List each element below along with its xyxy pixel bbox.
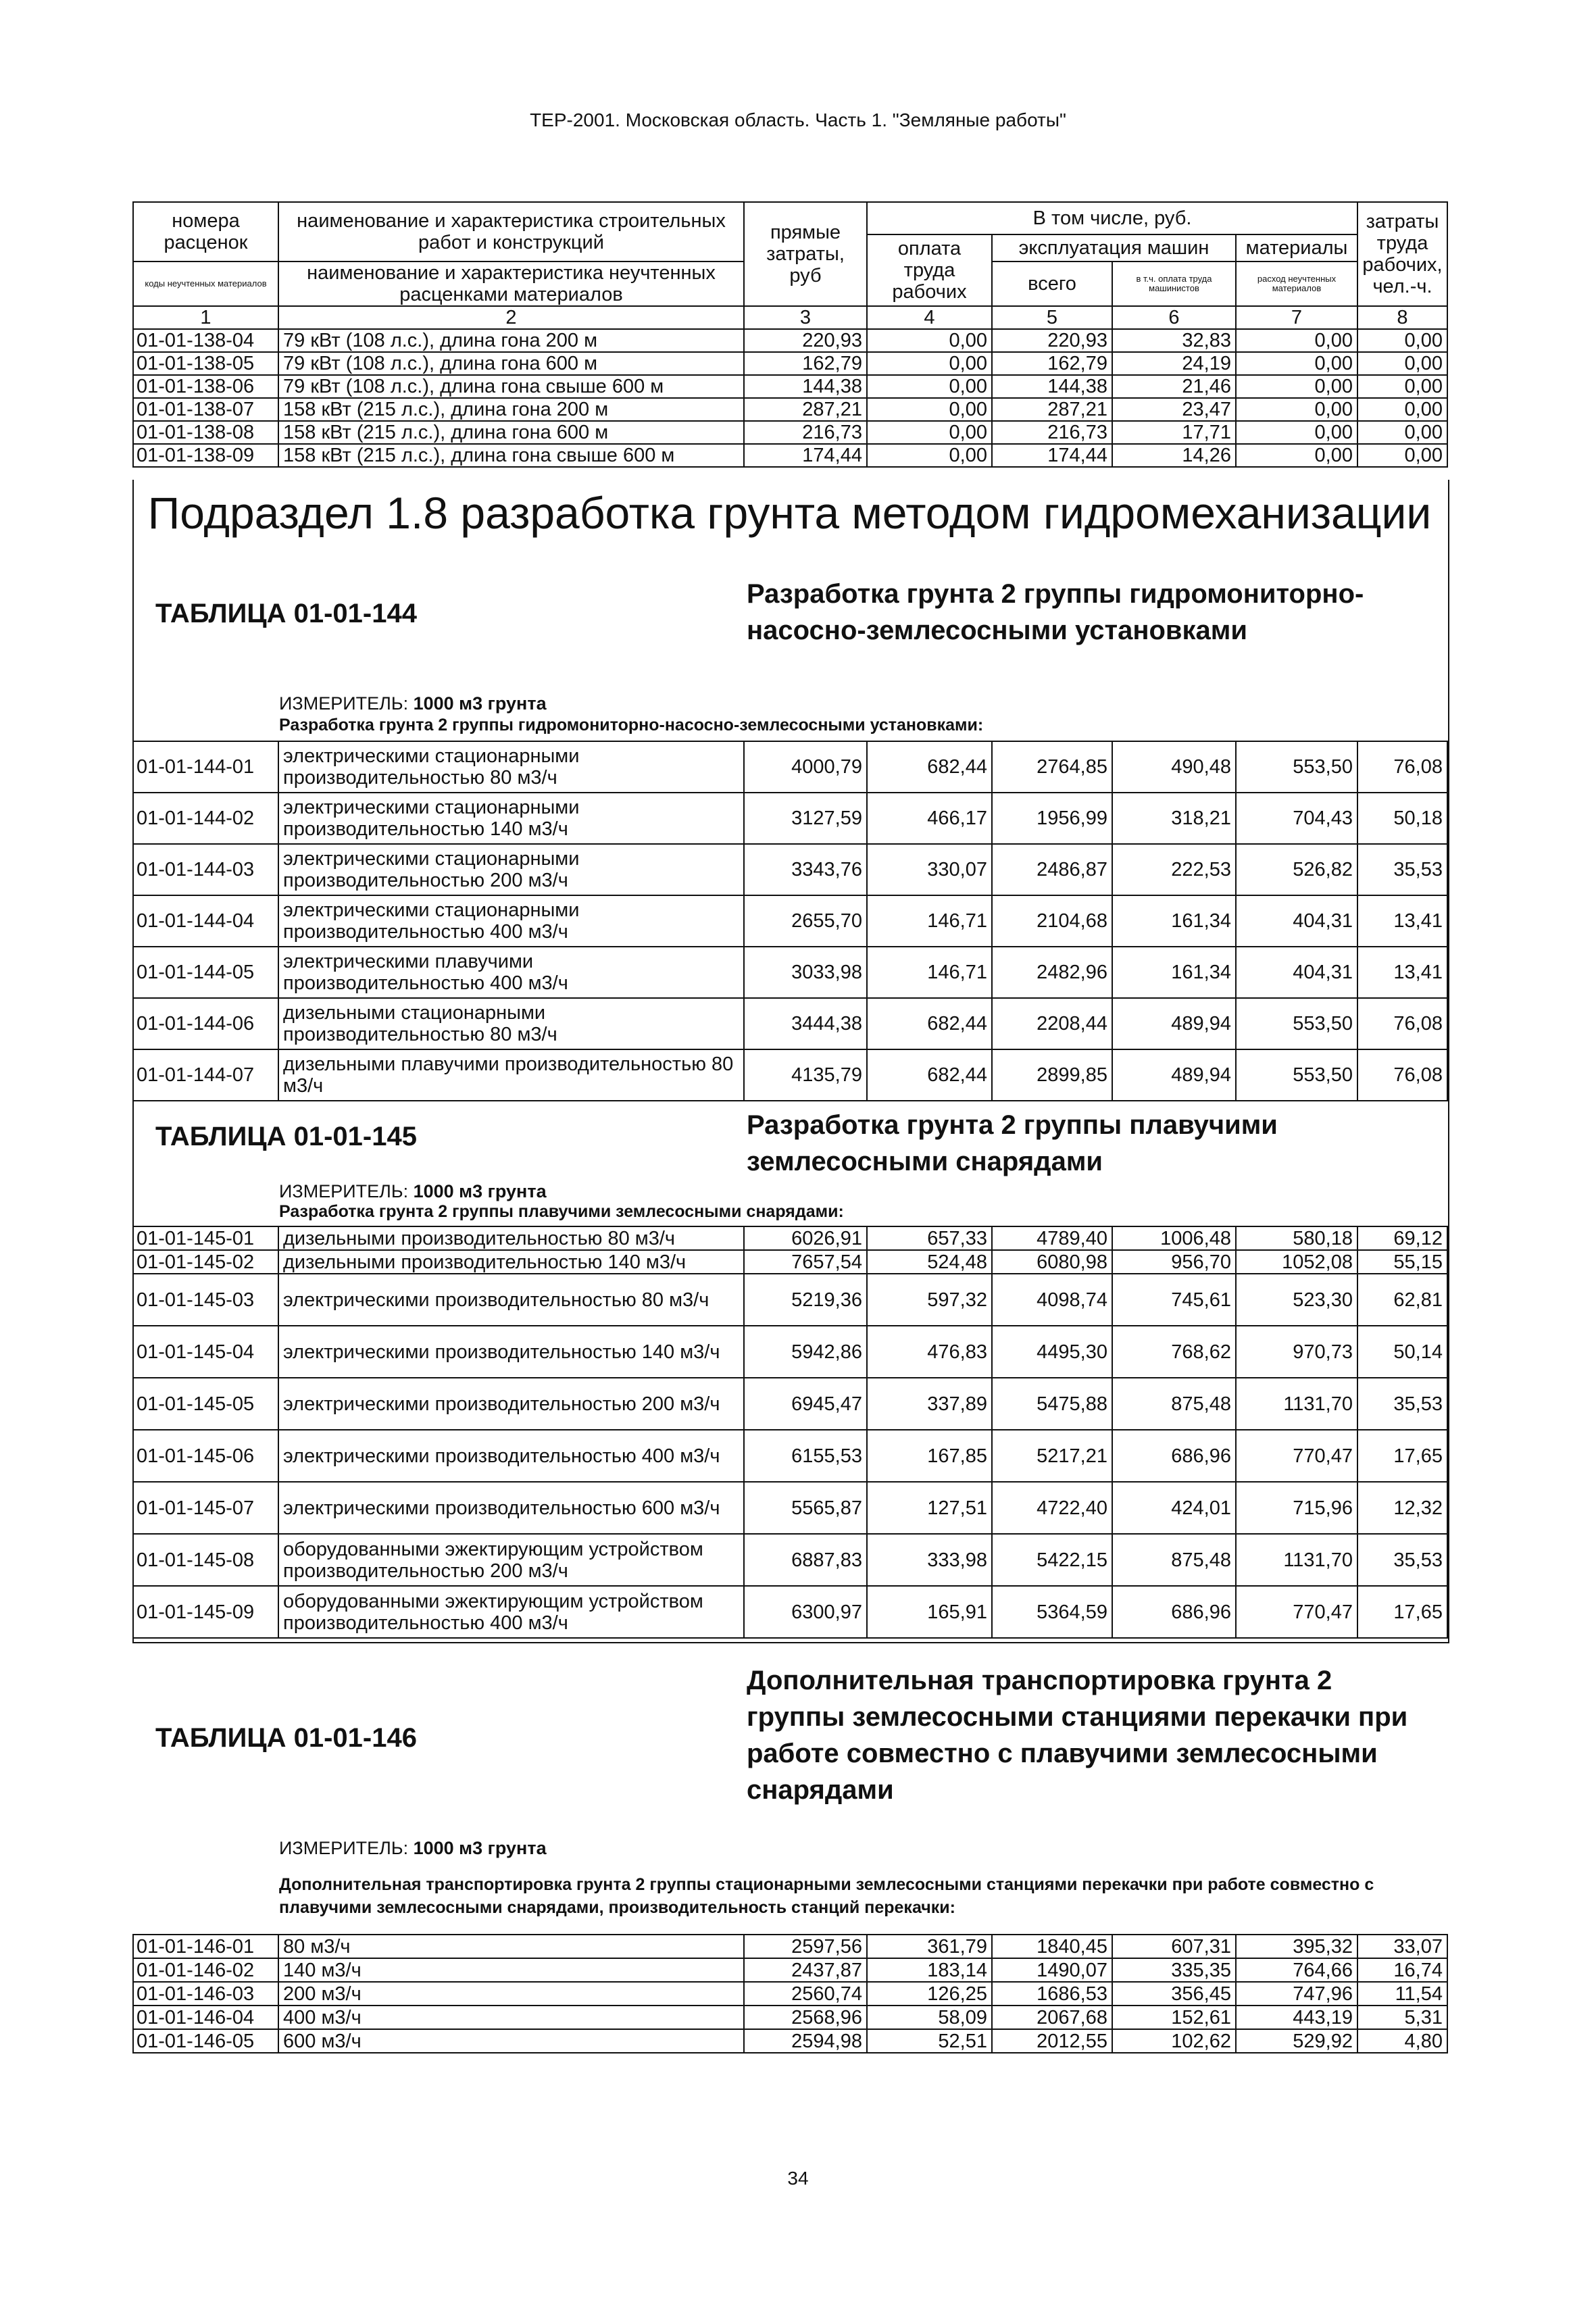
cell-materials: 0,00	[1236, 398, 1357, 421]
cell-labor: 597,32	[867, 1274, 992, 1326]
cell-materials: 404,31	[1236, 895, 1357, 947]
cell-operators: 686,96	[1112, 1586, 1236, 1638]
cell-code: 01-01-138-06	[133, 375, 278, 398]
cell-machines: 1840,45	[992, 1935, 1112, 1958]
table-row	[133, 1482, 1447, 1534]
cell-materials: 764,66	[1236, 1958, 1357, 1982]
col-number: 8	[1357, 306, 1447, 329]
cell-hours: 0,00	[1357, 421, 1447, 444]
table-row	[133, 421, 1447, 444]
cell-labor: 524,48	[867, 1250, 992, 1274]
table-row	[133, 1326, 1447, 1378]
cell-machines: 4495,30	[992, 1326, 1112, 1378]
cell-operators: 24,19	[1112, 352, 1236, 375]
cell-code: 01-01-146-01	[133, 1935, 278, 1958]
col-header-hours: затраты труда рабочих, чел.-ч.	[1357, 202, 1447, 306]
cell-code: 01-01-145-04	[133, 1326, 278, 1378]
cell-operators: 956,70	[1112, 1250, 1236, 1274]
cell-direct: 6026,91	[744, 1226, 867, 1250]
table-row	[133, 1982, 1447, 2006]
cell-materials: 580,18	[1236, 1226, 1357, 1250]
cell-operators: 424,01	[1112, 1482, 1236, 1534]
cell-labor: 330,07	[867, 844, 992, 895]
col-header-machines-group: эксплуатация машин	[992, 234, 1236, 262]
cell-name: электрическими стационарными производительностью 80 м3/ч	[278, 741, 744, 793]
cell-materials: 1131,70	[1236, 1534, 1357, 1586]
cell-materials: 404,31	[1236, 947, 1357, 998]
cell-machines: 2482,96	[992, 947, 1112, 998]
cell-direct: 2594,98	[744, 2029, 867, 2053]
cell-operators: 875,48	[1112, 1378, 1236, 1430]
cell-materials: 395,32	[1236, 1935, 1357, 1958]
cell-operators: 14,26	[1112, 444, 1236, 467]
cell-direct: 4135,79	[744, 1049, 867, 1101]
cell-operators: 489,94	[1112, 1049, 1236, 1101]
cell-operators: 745,61	[1112, 1274, 1236, 1326]
cell-materials: 553,50	[1236, 741, 1357, 793]
table-row	[133, 1586, 1447, 1638]
cell-code: 01-01-145-05	[133, 1378, 278, 1430]
cell-hours: 76,08	[1357, 998, 1447, 1049]
table-row	[133, 741, 1447, 793]
cell-labor: 146,71	[867, 947, 992, 998]
cell-code: 01-01-146-02	[133, 1958, 278, 1982]
cell-operators: 17,71	[1112, 421, 1236, 444]
cell-labor: 126,25	[867, 1982, 992, 2006]
cell-code: 01-01-146-04	[133, 2006, 278, 2029]
cell-labor: 146,71	[867, 895, 992, 947]
group-title-145: Разработка грунта 2 группы плавучими землесосными снарядами:	[279, 1202, 844, 1221]
cell-code: 01-01-144-03	[133, 844, 278, 895]
cell-name: электрическими стационарными производительностью 140 м3/ч	[278, 793, 744, 844]
cell-labor: 165,91	[867, 1586, 992, 1638]
meter-144: ИЗМЕРИТЕЛЬ: 1000 м3 грунта	[279, 693, 547, 714]
cell-machines: 6080,98	[992, 1250, 1112, 1274]
cell-hours: 17,65	[1357, 1430, 1447, 1482]
cell-direct: 5942,86	[744, 1326, 867, 1378]
cell-materials: 0,00	[1236, 375, 1357, 398]
cell-name: оборудованными эжектирующим устройством производительностью 400 м3/ч	[278, 1586, 744, 1638]
cell-name: 79 кВт (108 л.с.), длина гона 200 м	[278, 329, 744, 352]
col-number: 2	[278, 306, 744, 329]
cell-machines: 1686,53	[992, 1982, 1112, 2006]
cell-machines: 4098,74	[992, 1274, 1112, 1326]
table-label-146: ТАБЛИЦА 01-01-146	[155, 1723, 417, 1753]
cell-hours: 4,80	[1357, 2029, 1447, 2053]
cell-code: 01-01-145-01	[133, 1226, 278, 1250]
column-number-row	[133, 306, 1447, 329]
cell-code: 01-01-144-05	[133, 947, 278, 998]
table-title-144: Разработка грунта 2 группы гидромониторно-насосно-землесосными установками	[747, 579, 1364, 645]
cell-operators: 1006,48	[1112, 1226, 1236, 1250]
cell-code: 01-01-138-08	[133, 421, 278, 444]
cell-direct: 6887,83	[744, 1534, 867, 1586]
cell-direct: 6300,97	[744, 1586, 867, 1638]
cell-machines: 174,44	[992, 444, 1112, 467]
cell-hours: 11,54	[1357, 1982, 1447, 2006]
cell-labor: 127,51	[867, 1482, 992, 1534]
cell-materials: 553,50	[1236, 1049, 1357, 1101]
col-header-machines-total: всего	[992, 262, 1112, 306]
cell-hours: 0,00	[1357, 329, 1447, 352]
cell-hours: 13,41	[1357, 895, 1447, 947]
cell-labor: 52,51	[867, 2029, 992, 2053]
table-row	[133, 947, 1447, 998]
table-row	[133, 2006, 1447, 2029]
cell-name: 79 кВт (108 л.с.), длина гона свыше 600 м	[278, 375, 744, 398]
page-header: ТЕР-2001. Московская область. Часть 1. "Земляные работы"	[530, 109, 1066, 130]
col-number: 3	[744, 306, 867, 329]
cell-hours: 33,07	[1357, 1935, 1447, 1958]
cell-code: 01-01-138-07	[133, 398, 278, 421]
table-row	[133, 1378, 1447, 1430]
cell-operators: 490,48	[1112, 741, 1236, 793]
cell-machines: 5217,21	[992, 1430, 1112, 1482]
cell-direct: 2437,87	[744, 1958, 867, 1982]
cell-direct: 287,21	[744, 398, 867, 421]
cell-machines: 287,21	[992, 398, 1112, 421]
page-number: 34	[787, 2168, 809, 2189]
cell-name: оборудованными эжектирующим устройством производительностью 200 м3/ч	[278, 1534, 744, 1586]
cell-direct: 2568,96	[744, 2006, 867, 2029]
cell-machines: 1956,99	[992, 793, 1112, 844]
cell-labor: 183,14	[867, 1958, 992, 1982]
cell-labor: 0,00	[867, 398, 992, 421]
cell-name: электрическими производительностью 400 м3/ч	[278, 1430, 744, 1482]
cell-hours: 0,00	[1357, 375, 1447, 398]
cell-operators: 686,96	[1112, 1430, 1236, 1482]
cell-machines: 4722,40	[992, 1482, 1112, 1534]
cell-direct: 5565,87	[744, 1482, 867, 1534]
col-header-materials-extra: расход неучтенных материалов	[1236, 262, 1357, 306]
group-title-144: Разработка грунта 2 группы гидромониторно-насосно-землесосными установками:	[279, 716, 984, 735]
cell-machines: 162,79	[992, 352, 1112, 375]
cell-name: 140 м3/ч	[278, 1958, 744, 1982]
cell-code: 01-01-144-01	[133, 741, 278, 793]
cell-direct: 2560,74	[744, 1982, 867, 2006]
col-number: 1	[133, 306, 278, 329]
cell-hours: 50,18	[1357, 793, 1447, 844]
cell-machines: 2067,68	[992, 2006, 1112, 2029]
table-01-01-144	[132, 741, 1448, 1101]
cell-operators: 21,46	[1112, 375, 1236, 398]
cell-code: 01-01-144-06	[133, 998, 278, 1049]
cell-code: 01-01-146-03	[133, 1982, 278, 2006]
cell-direct: 3444,38	[744, 998, 867, 1049]
cell-hours: 76,08	[1357, 1049, 1447, 1101]
cell-hours: 55,15	[1357, 1250, 1447, 1274]
cell-machines: 216,73	[992, 421, 1112, 444]
cell-direct: 144,38	[744, 375, 867, 398]
meter-145: ИЗМЕРИТЕЛЬ: 1000 м3 грунта	[279, 1181, 547, 1201]
cell-operators: 768,62	[1112, 1326, 1236, 1378]
table-label-144: ТАБЛИЦА 01-01-144	[155, 599, 417, 628]
cell-direct: 2597,56	[744, 1935, 867, 1958]
cell-direct: 3127,59	[744, 793, 867, 844]
cell-labor: 0,00	[867, 329, 992, 352]
cell-machines: 144,38	[992, 375, 1112, 398]
cell-operators: 318,21	[1112, 793, 1236, 844]
col-header-materials-name: наименование и характеристика неучтенных расценками материалов	[278, 262, 744, 306]
cell-direct: 7657,54	[744, 1250, 867, 1274]
cell-hours: 35,53	[1357, 1378, 1447, 1430]
cell-labor: 0,00	[867, 375, 992, 398]
cell-name: 200 м3/ч	[278, 1982, 744, 2006]
cell-operators: 152,61	[1112, 2006, 1236, 2029]
cell-code: 01-01-138-04	[133, 329, 278, 352]
cell-hours: 0,00	[1357, 352, 1447, 375]
cell-direct: 2655,70	[744, 895, 867, 947]
table-row	[133, 1226, 1447, 1250]
table-01-01-138	[132, 201, 1448, 468]
cell-code: 01-01-145-02	[133, 1250, 278, 1274]
cell-hours: 0,00	[1357, 398, 1447, 421]
subsection-title: Подраздел 1.8 разработка грунта методом гидромеханизации	[147, 488, 1432, 538]
cell-code: 01-01-144-04	[133, 895, 278, 947]
cell-direct: 4000,79	[744, 741, 867, 793]
col-header-group: В том числе, руб.	[867, 202, 1357, 234]
cell-operators: 222,53	[1112, 844, 1236, 895]
cell-materials: 0,00	[1236, 352, 1357, 375]
cell-operators: 335,35	[1112, 1958, 1236, 1982]
cell-direct: 3343,76	[744, 844, 867, 895]
cell-name: электрическими плавучими производительностью 400 м3/ч	[278, 947, 744, 998]
cell-name: электрическими производительностью 600 м3/ч	[278, 1482, 744, 1534]
cell-code: 01-01-145-07	[133, 1482, 278, 1534]
cell-operators: 875,48	[1112, 1534, 1236, 1586]
cell-code: 01-01-145-08	[133, 1534, 278, 1586]
cell-hours: 35,53	[1357, 844, 1447, 895]
cell-labor: 0,00	[867, 421, 992, 444]
cell-machines: 5475,88	[992, 1378, 1112, 1430]
cell-direct: 174,44	[744, 444, 867, 467]
table-row	[133, 375, 1447, 398]
col-number: 4	[867, 306, 992, 329]
cell-code: 01-01-144-07	[133, 1049, 278, 1101]
table-01-01-145	[132, 1226, 1448, 1639]
cell-machines: 5422,15	[992, 1534, 1112, 1586]
cell-machines: 1490,07	[992, 1958, 1112, 1982]
cell-materials: 1131,70	[1236, 1378, 1357, 1430]
cell-hours: 0,00	[1357, 444, 1447, 467]
cell-name: 158 кВт (215 л.с.), длина гона 600 м	[278, 421, 744, 444]
cell-name: 158 кВт (215 л.с.), длина гона 200 м	[278, 398, 744, 421]
col-number: 7	[1236, 306, 1357, 329]
cell-labor: 682,44	[867, 998, 992, 1049]
table-row	[133, 444, 1447, 467]
cell-name: 400 м3/ч	[278, 2006, 744, 2029]
table-row	[133, 998, 1447, 1049]
table-row	[133, 1274, 1447, 1326]
cell-name: дизельными стационарными производительностью 80 м3/ч	[278, 998, 744, 1049]
cell-labor: 361,79	[867, 1935, 992, 1958]
cell-labor: 0,00	[867, 352, 992, 375]
cell-operators: 356,45	[1112, 1982, 1236, 2006]
cell-direct: 3033,98	[744, 947, 867, 998]
cell-operators: 102,62	[1112, 2029, 1236, 2053]
cell-name: электрическими производительностью 200 м3/ч	[278, 1378, 744, 1430]
cell-code: 01-01-146-05	[133, 2029, 278, 2053]
col-number: 6	[1112, 306, 1236, 329]
table-row	[133, 329, 1447, 352]
cell-materials: 0,00	[1236, 421, 1357, 444]
cell-hours: 13,41	[1357, 947, 1447, 998]
cell-code: 01-01-144-02	[133, 793, 278, 844]
cell-hours: 69,12	[1357, 1226, 1447, 1250]
cell-code: 01-01-138-05	[133, 352, 278, 375]
meter-146: ИЗМЕРИТЕЛЬ: 1000 м3 грунта	[279, 1838, 547, 1858]
col-header-materials-codes: коды неучтенных материалов	[133, 262, 278, 306]
cell-materials: 0,00	[1236, 329, 1357, 352]
table-label-145: ТАБЛИЦА 01-01-145	[155, 1122, 417, 1151]
table-row	[133, 1935, 1447, 1958]
cell-name: электрическими производительностью 80 м3/ч	[278, 1274, 744, 1326]
cell-materials: 443,19	[1236, 2006, 1357, 2029]
cell-name: 80 м3/ч	[278, 1935, 744, 1958]
cell-labor: 682,44	[867, 1049, 992, 1101]
cell-machines: 4789,40	[992, 1226, 1112, 1250]
cell-machines: 5364,59	[992, 1586, 1112, 1638]
cell-hours: 76,08	[1357, 741, 1447, 793]
cell-direct: 162,79	[744, 352, 867, 375]
cell-labor: 476,83	[867, 1326, 992, 1378]
cell-operators: 607,31	[1112, 1935, 1236, 1958]
table-row	[133, 2029, 1447, 2053]
table-01-01-146	[132, 1934, 1448, 2053]
table-row	[133, 844, 1447, 895]
cell-name: дизельными производительностью 80 м3/ч	[278, 1226, 744, 1250]
cell-name: дизельными плавучими производительностью 80 м3/ч	[278, 1049, 744, 1101]
cell-operators: 23,47	[1112, 398, 1236, 421]
cell-materials: 553,50	[1236, 998, 1357, 1049]
cell-hours: 12,32	[1357, 1482, 1447, 1534]
table-row	[133, 1250, 1447, 1274]
cell-labor: 58,09	[867, 2006, 992, 2029]
cell-machines: 2764,85	[992, 741, 1112, 793]
col-header-operators: в т.ч. оплата труда машинистов	[1112, 262, 1236, 306]
cell-machines: 2899,85	[992, 1049, 1112, 1101]
cell-labor: 657,33	[867, 1226, 992, 1250]
cell-labor: 333,98	[867, 1534, 992, 1586]
cell-operators: 161,34	[1112, 947, 1236, 998]
cell-operators: 161,34	[1112, 895, 1236, 947]
cell-name: 158 кВт (215 л.с.), длина гона свыше 600 м	[278, 444, 744, 467]
cell-labor: 167,85	[867, 1430, 992, 1482]
col-header-labor: оплата труда рабочих	[867, 234, 992, 306]
table-row	[133, 1534, 1447, 1586]
cell-direct: 5219,36	[744, 1274, 867, 1326]
cell-direct: 6155,53	[744, 1430, 867, 1482]
cell-labor: 337,89	[867, 1378, 992, 1430]
cell-hours: 16,74	[1357, 1958, 1447, 1982]
cell-name: 79 кВт (108 л.с.), длина гона 600 м	[278, 352, 744, 375]
cell-materials: 715,96	[1236, 1482, 1357, 1534]
cell-labor: 0,00	[867, 444, 992, 467]
cell-name: электрическими стационарными производительностью 400 м3/ч	[278, 895, 744, 947]
cell-hours: 35,53	[1357, 1534, 1447, 1586]
cell-operators: 32,83	[1112, 329, 1236, 352]
cell-materials: 770,47	[1236, 1586, 1357, 1638]
cell-machines: 2486,87	[992, 844, 1112, 895]
table-title-146: Дополнительная транспортировка грунта 2 группы землесосными станциями перекачки при работе совместно с плавучими землесосными снарядами	[747, 1666, 1408, 1805]
group-title-146: Дополнительная транспортировка грунта 2 группы стационарными землесосными станциями перекачки при работе совместно с плавучими землесосными снарядами, производительность станций перекачки:	[279, 1875, 1374, 1917]
cell-materials: 704,43	[1236, 793, 1357, 844]
cell-materials: 770,47	[1236, 1430, 1357, 1482]
cell-hours: 5,31	[1357, 2006, 1447, 2029]
table-row	[133, 793, 1447, 844]
cell-materials: 970,73	[1236, 1326, 1357, 1378]
table-row	[133, 1958, 1447, 1982]
cell-machines: 2012,55	[992, 2029, 1112, 2053]
cell-labor: 466,17	[867, 793, 992, 844]
cell-materials: 523,30	[1236, 1274, 1357, 1326]
cell-hours: 50,14	[1357, 1326, 1447, 1378]
col-header-name: наименование и характеристика строительных работ и конструкций	[278, 202, 744, 262]
cell-operators: 489,94	[1112, 998, 1236, 1049]
cell-direct: 6945,47	[744, 1378, 867, 1430]
table-row	[133, 895, 1447, 947]
cell-name: дизельными производительностью 140 м3/ч	[278, 1250, 744, 1274]
cell-materials: 747,96	[1236, 1982, 1357, 2006]
table-row	[133, 1430, 1447, 1482]
cell-materials: 1052,08	[1236, 1250, 1357, 1274]
cell-machines: 2208,44	[992, 998, 1112, 1049]
cell-hours: 62,81	[1357, 1274, 1447, 1326]
cell-direct: 216,73	[744, 421, 867, 444]
cell-materials: 0,00	[1236, 444, 1357, 467]
table-row	[133, 352, 1447, 375]
cell-code: 01-01-145-06	[133, 1430, 278, 1482]
col-header-codes: номера расценок	[133, 202, 278, 262]
cell-materials: 526,82	[1236, 844, 1357, 895]
table-title-145: Разработка грунта 2 группы плавучими землесосными снарядами	[747, 1110, 1278, 1176]
cell-materials: 529,92	[1236, 2029, 1357, 2053]
cell-code: 01-01-138-09	[133, 444, 278, 467]
cell-hours: 17,65	[1357, 1586, 1447, 1638]
cell-name: электрическими стационарными производительностью 200 м3/ч	[278, 844, 744, 895]
cell-machines: 2104,68	[992, 895, 1112, 947]
table-row	[133, 1049, 1447, 1101]
cell-machines: 220,93	[992, 329, 1112, 352]
col-header-direct: прямые затраты, руб	[744, 202, 867, 306]
cell-name: 600 м3/ч	[278, 2029, 744, 2053]
cell-direct: 220,93	[744, 329, 867, 352]
cell-labor: 682,44	[867, 741, 992, 793]
col-number: 5	[992, 306, 1112, 329]
col-header-materials-group: материалы	[1236, 234, 1357, 262]
table-row	[133, 398, 1447, 421]
cell-code: 01-01-145-03	[133, 1274, 278, 1326]
cell-code: 01-01-145-09	[133, 1586, 278, 1638]
cell-name: электрическими производительностью 140 м3/ч	[278, 1326, 744, 1378]
